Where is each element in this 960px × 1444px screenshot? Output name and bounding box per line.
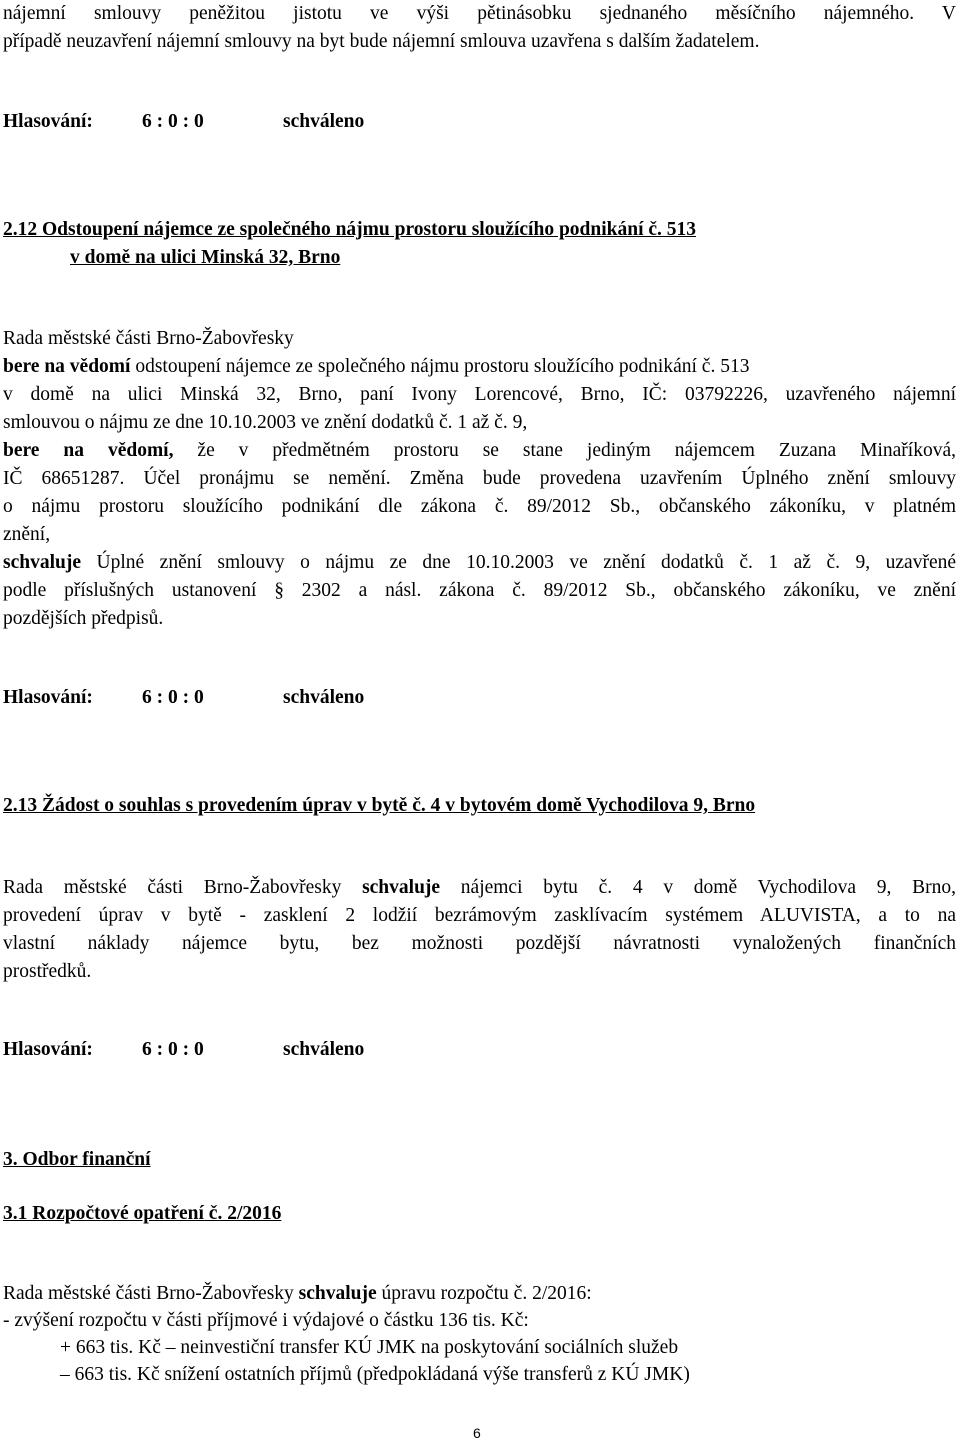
- text-run: Rada městské části Brno-Žabovřesky: [3, 1283, 299, 1304]
- paragraph-line: v domě na ulici Minská 32, Brno, paní Ivony Lorencové, Brno, IČ: 03792226, uzavřeného nájemní: [3, 384, 956, 405]
- budget-item: – 663 tis. Kč snížení ostatních příjmů (předpokládaná výše transferů z KÚ JMK): [60, 1364, 690, 1385]
- paragraph-line: provedení úprav v bytě - zasklení 2 lodžií bezrámovým zasklívacím systémem ALUVISTA, a to na: [3, 905, 956, 926]
- emphasis: schvaluje: [3, 552, 81, 573]
- vote-status: schváleno: [283, 1039, 365, 1060]
- paragraph-line: [3, 353, 749, 381]
- paragraph-line: nájemní smlouvy peněžitou jistotu ve výši pětinásobku sjednaného měsíčního nájemného. V: [3, 3, 956, 24]
- vote-status: schváleno: [283, 111, 365, 132]
- paragraph-line: [3, 549, 956, 577]
- emphasis: bere na vědomí: [3, 356, 131, 377]
- paragraph-line: smlouvou o nájmu ze dne 10.10.2003 ve znění dodatků č. 1 až č. 9,: [3, 412, 528, 433]
- vote-label: Hlasování:: [3, 1039, 93, 1060]
- paragraph-line: případě neuzavření nájemní smlouvy na byt bude nájemní smlouva uzavřena s dalším žadatelem.: [3, 31, 760, 52]
- paragraph-line: [3, 874, 956, 902]
- chapter-title: 3. Odbor finanční: [3, 1149, 151, 1170]
- emphasis: schvaluje: [362, 877, 441, 898]
- vote-score: 6 : 0 : 0: [142, 687, 204, 708]
- budget-item: + 663 tis. Kč – neinvestiční transfer KÚ JMK na poskytování sociálních služeb: [60, 1337, 679, 1358]
- paragraph-line: - zvýšení rozpočtu v části příjmové i výdajové o částku 136 tis. Kč:: [3, 1310, 529, 1331]
- emphasis: bere na vědomí,: [3, 440, 174, 461]
- vote-score: 6 : 0 : 0: [142, 1039, 204, 1060]
- section-title-cont: v domě na ulici Minská 32, Brno: [70, 247, 341, 268]
- section-title: 2.12 Odstoupení nájemce ze společného nájmu prostoru sloužícího podnikání č. 513: [3, 219, 697, 240]
- paragraph-line: prostředků.: [3, 961, 92, 982]
- paragraph-line: [3, 1280, 592, 1308]
- vote-label: Hlasování:: [3, 111, 93, 132]
- emphasis: schvaluje: [298, 1283, 377, 1304]
- vote-score: 6 : 0 : 0: [142, 111, 204, 132]
- paragraph-line: znění,: [3, 524, 51, 545]
- text-run: že v předmětném prostoru se stane jediným nájemcem Zuzana Minaříková,: [173, 440, 956, 461]
- text-run: úpravu rozpočtu č. 2/2016:: [376, 1283, 592, 1304]
- text-run: Rada městské části Brno-Žabovřesky: [3, 877, 363, 898]
- paragraph-line: podle příslušných ustanovení § 2302 a násl. zákona č. 89/2012 Sb., občanského zákoníku, ve znění: [3, 580, 956, 601]
- paragraph-line: pozdějších předpisů.: [3, 608, 164, 629]
- text-run: odstoupení nájemce ze společného nájmu prostoru sloužícího podnikání č. 513: [130, 356, 750, 377]
- section-title: 3.1 Rozpočtové opatření č. 2/2016: [3, 1203, 282, 1224]
- vote-label: Hlasování:: [3, 687, 93, 708]
- page-number: 6: [473, 1425, 481, 1441]
- paragraph-line: [3, 437, 956, 465]
- paragraph-line: vlastní náklady nájemce bytu, bez možnosti pozdější návratnosti vynaložených finančních: [3, 933, 956, 954]
- section-title: 2.13 Žádost o souhlas s provedením úprav v bytě č. 4 v bytovém domě Vychodilova 9, Brno: [3, 795, 756, 816]
- paragraph-line: IČ 68651287. Účel pronájmu se nemění. Změna bude provedena uzavřením Úplného znění smlouvy: [3, 468, 956, 489]
- paragraph-line: o nájmu prostoru sloužícího podnikání dle zákona č. 89/2012 Sb., občanského zákoníku, v platném: [3, 496, 956, 517]
- vote-status: schváleno: [283, 687, 365, 708]
- paragraph-line: Rada městské části Brno-Žabovřesky: [3, 328, 294, 349]
- text-run: nájemci bytu č. 4 v domě Vychodilova 9, Brno,: [440, 877, 957, 898]
- text-run: Úplné znění smlouvy o nájmu ze dne 10.10.2003 ve znění dodatků č. 1 až č. 9, uzavřené: [81, 552, 956, 573]
